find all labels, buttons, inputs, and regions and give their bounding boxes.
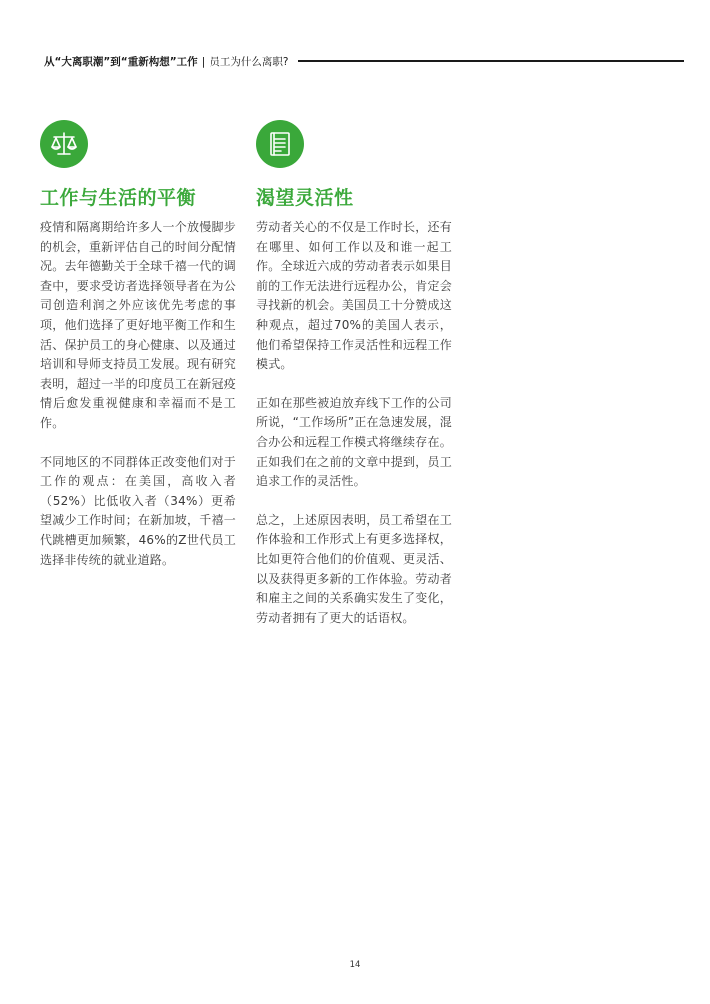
header-rule: [298, 60, 684, 62]
section-title-work-life-balance: 工作与生活的平衡: [40, 187, 197, 209]
header-separator: |: [201, 54, 206, 68]
page-header: [44, 52, 684, 70]
body-paragraph: 正如在那些被迫放弃线下工作的公司所说，“工作场所”正在急速发展，混合办公和远程工作模式将继续存在。正如我们在之前的文章中提到，员工追求工作的灵活性。: [256, 395, 452, 489]
balance-scale-icon: [40, 120, 88, 168]
header-title: 从“大离职潮”到“重新构想”工作: [44, 55, 198, 68]
body-paragraph: 疫情和隔离期给许多人一个放慢脚步的机会，重新评估自己的时间分配情况。去年德勤关于全球千禧一代的调查中，要求受访者选择领导者在为公司创造利润之外应该优先考虑的事项，他们选择了更好地平衡工作和生活、保护员工的身心健康、以及通过培训和导师支持员工发展。现有研究表明，超过一半的印度员工在新冠疫情后愈发重视健康和幸福而不是工作。: [40, 220, 236, 430]
page-number: 14: [349, 960, 361, 970]
body-paragraph: 不同地区的不同群体正改变他们对于工作的观点：在美国，高收入者（52%）比低收入者（34%）更希望减少工作时间；在新加坡，千禧一代跳槽更加频繁，46%的Z世代员工选择非传统的就业道路。: [40, 454, 236, 567]
body-paragraph: 总之，上述原因表明，员工希望在工作体验和工作形式上有更多选择权，比如更符合他们的价值观、更灵活、以及获得更多新的工作体验。劳动者和雇主之间的关系确实发生了变化，劳动者拥有了更大的话语权。: [256, 512, 452, 625]
balance-scale-icon-glyph: [49, 129, 79, 159]
work-life-balance-section: [40, 120, 236, 582]
document-icon: [256, 120, 304, 168]
header-subtitle: 员工为什么离职?: [209, 55, 289, 68]
section-title-flexibility: 渴望灵活性: [256, 187, 354, 209]
body-paragraph: 劳动者关心的不仅是工作时长，还有在哪里、如何工作以及和谁一起工作。全球近六成的劳动者表示如果目前的工作无法进行远程办公，肯定会寻找新的机会。美国员工十分赞成这种观点，超过70%的美国人表示，他们希望保持工作灵活性和远程工作模式。: [256, 220, 452, 372]
document-icon-glyph: [265, 129, 295, 159]
flexibility-section: [256, 120, 452, 640]
